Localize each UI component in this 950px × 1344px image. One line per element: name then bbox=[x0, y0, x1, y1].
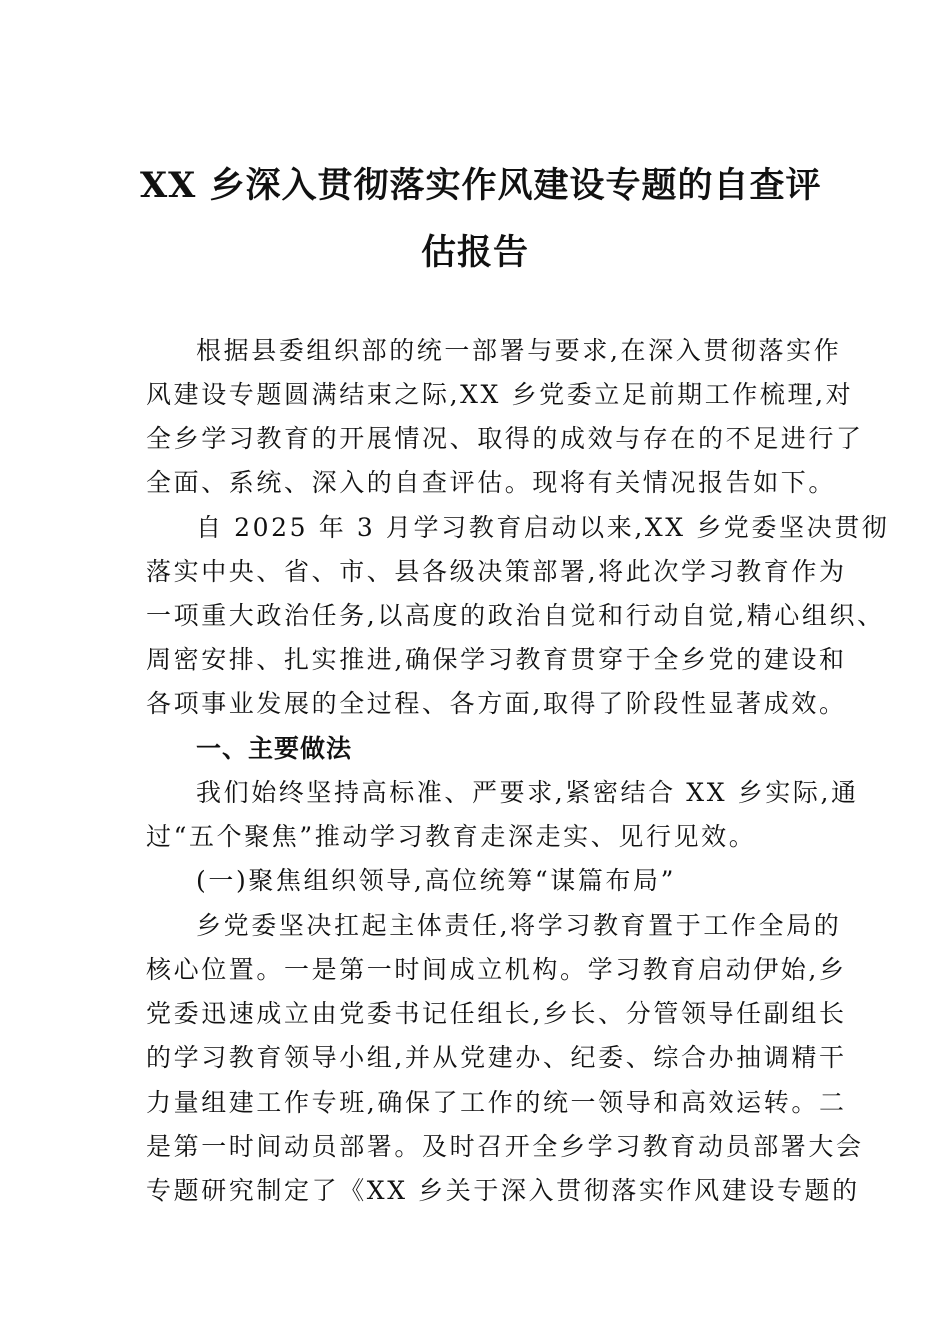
body-line: 我们始终坚持高标准、严要求,紧密结合 XX 乡实际,通 bbox=[196, 778, 859, 807]
subsection-heading-1: (一)聚焦组织领导,高位统筹“谋篇布局” bbox=[196, 866, 677, 895]
body-line: 的学习教育领导小组,并从党建办、纪委、综合办抽调精干 bbox=[146, 1043, 847, 1072]
document-title-line-1: XX 乡深入贯彻落实作风建设专题的自查评 bbox=[140, 165, 822, 206]
body-line: 自 2025 年 3 月学习教育启动以来,XX 乡党委坚决贯彻 bbox=[196, 513, 890, 542]
body-line: 落实中央、省、市、县各级决策部署,将此次学习教育作为 bbox=[146, 557, 847, 586]
body-line: 是第一时间动员部署。及时召开全乡学习教育动员部署大会 bbox=[146, 1132, 864, 1161]
body-line: 力量组建工作专班,确保了工作的统一领导和高效运转。二 bbox=[146, 1088, 847, 1117]
section-heading-1: 一、主要做法 bbox=[196, 734, 353, 763]
body-line: 乡党委坚决扛起主体责任,将学习教育置于工作全局的 bbox=[196, 911, 842, 940]
body-line: 过“五个聚焦”推动学习教育走深走实、见行见效。 bbox=[146, 822, 757, 851]
body-line: 专题研究制定了《XX 乡关于深入贯彻落实作风建设专题的 bbox=[146, 1176, 860, 1205]
body-line: 根据县委组织部的统一部署与要求,在深入贯彻落实作 bbox=[196, 336, 842, 365]
body-line: 全面、系统、深入的自查评估。现将有关情况报告如下。 bbox=[146, 468, 837, 497]
body-line: 核心位置。一是第一时间成立机构。学习教育启动伊始,乡 bbox=[146, 955, 847, 984]
body-line: 全乡学习教育的开展情况、取得的成效与存在的不足进行了 bbox=[146, 424, 864, 453]
body-line: 各项事业发展的全过程、各方面,取得了阶段性显著成效。 bbox=[146, 689, 847, 718]
body-line: 党委迅速成立由党委书记任组长,乡长、分管领导任副组长 bbox=[146, 999, 847, 1028]
body-line: 一项重大政治任务,以高度的政治自觉和行动自觉,精心组织、 bbox=[146, 601, 885, 630]
body-line: 风建设专题圆满结束之际,XX 乡党委立足前期工作梳理,对 bbox=[146, 380, 854, 409]
body-line: 周密安排、扎实推进,确保学习教育贯穿于全乡党的建设和 bbox=[146, 645, 847, 674]
document-title-line-2: 估报告 bbox=[420, 232, 529, 273]
